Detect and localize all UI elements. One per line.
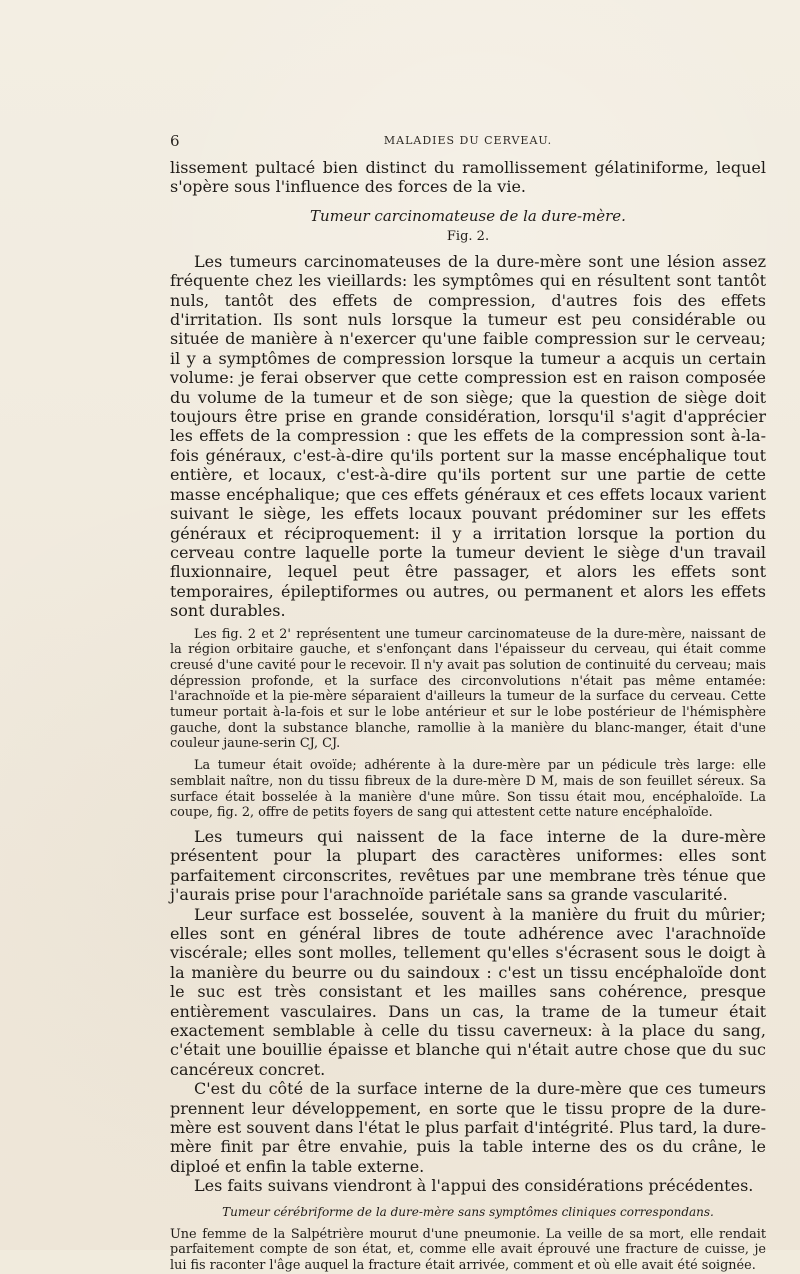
body-paragraph-1: Les tumeurs carcinomateuses de la dure-mère sont une lésion assez fréquente chez les vieillards: les symptômes qui en résultent sont tantôt nuls, tantôt des effets de compression, d'autres fois des effets d'irritation. Ils sont nuls lorsque la tumeur est peu considérable ou située de manière à n'exercer qu'une faible compression sur le cerveau; il y a symptômes de compression lorsque la tumeur a acquis un certain volume: je ferai observer que cette compression est en raison composée du volume de la tumeur et de son siège; que la question de siège doit toujours être prise en grande considération, lorsqu'il s'agit d'apprécier les effets de la compression : que les effets de la compression sont à-la-fois généraux, c'est-à-dire qu'ils portent sur la masse encéphalique tout entière, et locaux, c'est-à-dire qu'ils portent sur une partie de cette masse encéphalique; que ces effets généraux et ces effets locaux varient suivant le siège, les effets locaux pouvant prédominer sur les effets généraux et réciproquement: il y a irritation lorsque la portion du cerveau contre laquelle porte la tumeur devient le siège d'un travail fluxionnaire, lequel peut être passager, et alors les effets sont temporaires, épileptiformes ou autres, ou permanent et alors les effets sont durables. <box>170 251 766 621</box>
figure-label: Fig. 2. <box>446 228 490 244</box>
section-title-cerebriform-tumor: Tumeur cérébriforme de la dure-mère sans symptômes cliniques correspondans. <box>222 1204 714 1219</box>
opening-paragraph: lissement pultacé bien distinct du ramollissement gélatiniforme, lequel s'opère sous l'influence des forces de la vie. <box>170 158 766 197</box>
body-paragraph-2: Les tumeurs qui naissent de la face interne de la dure-mère présentent pour la plupart des caractères uniformes: elles sont parfaitement circonscrites, revêtues par une membrane très ténue que j'aurais prise pour l'arachnoïde pariétale sans sa grande vascularité. <box>170 826 766 905</box>
figure-note-1: Les fig. 2 et 2' représentent une tumeur carcinomateuse de la dure-mère, naissant de la région orbitaire gauche, et s'enfonçant dans l'épaisseur du cerveau, qui était comme creusé d'une cavité pour le recevoir. Il n'y avait pas solution de continuité du cerveau; mais dépression profonde, et la surface des circonvolutions n'était pas même entamée: l'arachnoïde et la pie-mère séparaient d'ailleurs la tumeur de la surface du cerveau. Cette tumeur portait à-la-fois et sur le lobe antérieur et sur le lobe postérieur de l'hémisphère gauche, dont la substance blanche, ramollie à la manière du blanc-manger, était d'une couleur jaune-serin CJ, CJ. <box>170 626 766 752</box>
document-content <box>170 132 766 1274</box>
closing-note: Une femme de la Salpétrière mourut d'une pneumonie. La veille de sa mort, elle rendait parfaitement compte de son état, et, comme elle avait éprouvé une fracture de cuisse, je lui fis raconter l'âge auquel la fracture était arrivée, comment et où elle avait été soignée. <box>170 1226 766 1274</box>
body-paragraph-5: Les faits suivans viendront à l'appui des considérations précédentes. <box>194 1176 754 1196</box>
running-title: MALADIES DU CERVEAU. <box>383 134 553 147</box>
running-head <box>170 132 766 152</box>
section-title-carcinomatous-tumor: Tumeur carcinomateuse de la dure-mère. <box>310 206 626 225</box>
body-paragraph-3: Leur surface est bosselée, souvent à la manière du fruit du mûrier; elles sont en général libres de toute adhérence avec l'arachnoïde viscérale; elles sont molles, tellement qu'elles s'écrasent sous le doigt à la manière du beurre ou du saindoux : c'est un tissu encéphaloïde dont le suc est très consistant et les mailles sans cohérence, presque entièrement vasculaires. Dans un cas, la trame de la tumeur était exactement semblable à celle du tissu caverneux: à la place du sang, c'était une bouillie épaisse et blanche qui n'était autre chose que du suc cancéreux concret. <box>170 904 766 1079</box>
page-number: 6 <box>170 132 180 150</box>
body-paragraph-4: C'est du côté de la surface interne de la dure-mère que ces tumeurs prennent leur développement, en sorte que le tissu propre de la dure-mère est souvent dans l'état le plus parfait d'intégrité. Plus tard, la dure-mère finit par être envahie, puis la table interne des os du crâne, le diploé et enfin la table externe. <box>170 1079 766 1176</box>
figure-note-2: La tumeur était ovoïde; adhérente à la dure-mère par un pédicule très large: elle semblait naître, non du tissu fibreux de la dure-mère D M, mais de son feuillet séreux. Sa surface était bosselée à la manière d'une mûre. Son tissu était mou, encéphaloïde. La coupe, fig. 2, offre de petits foyers de sang qui attestent cette nature encéphaloïde. <box>170 758 766 821</box>
